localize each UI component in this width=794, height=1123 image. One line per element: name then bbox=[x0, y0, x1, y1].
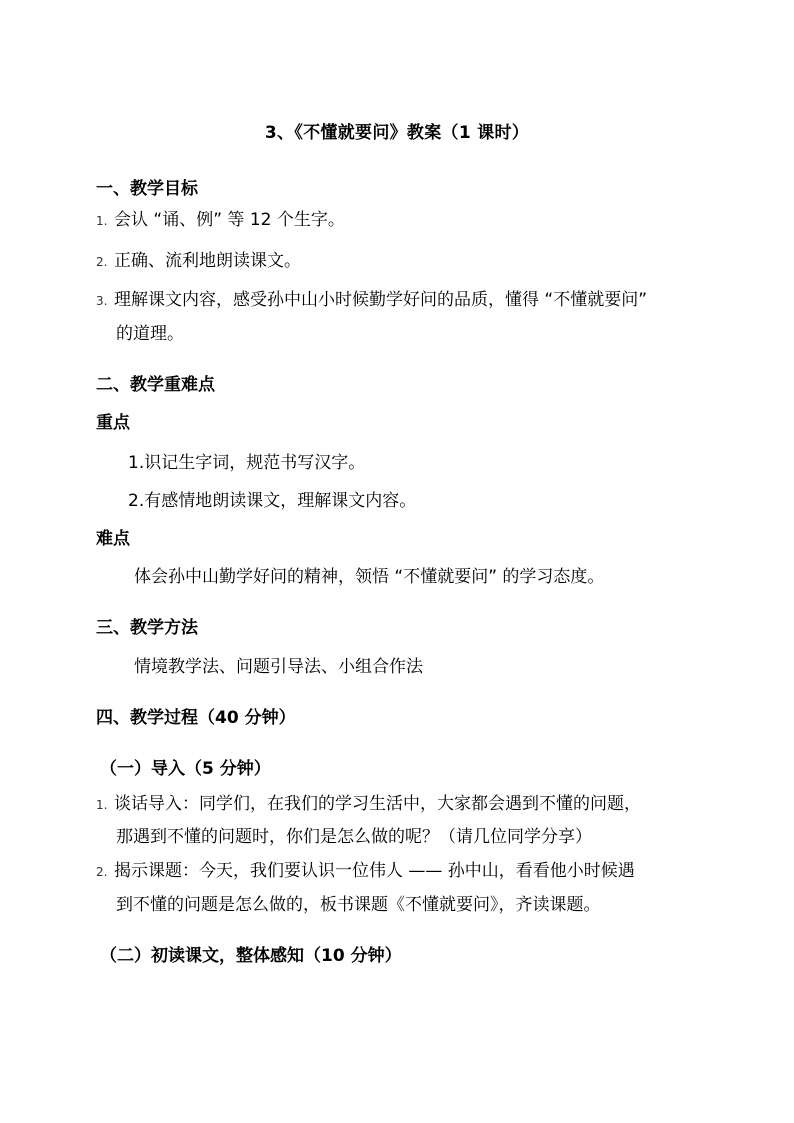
section-heading-methods: 三、教学方法 bbox=[96, 618, 198, 638]
focus-label: 重点 bbox=[96, 413, 130, 433]
list-item-text: 会认 “诵、例” 等 12 个生字。 bbox=[114, 210, 345, 230]
list-item bbox=[96, 205, 345, 236]
list-number: 3. bbox=[96, 294, 108, 308]
list-item bbox=[96, 285, 647, 316]
list-number: 2. bbox=[96, 255, 108, 269]
difficulty-label: 难点 bbox=[96, 529, 130, 549]
list-item bbox=[96, 856, 635, 887]
focus-item: 2.有感情地朗读课文，理解课文内容。 bbox=[128, 491, 417, 511]
list-item-text: 正确、流利地朗读课文。 bbox=[114, 251, 301, 271]
list-item-continuation: 的道理。 bbox=[116, 324, 184, 344]
subsection-heading-intro: （一）导入（5 分钟） bbox=[100, 759, 271, 779]
list-item-continuation: 那遇到不懂的问题时，你们是怎么做的呢？（请几位同学分享） bbox=[116, 827, 592, 847]
section-heading-goals: 一、教学目标 bbox=[96, 179, 198, 199]
list-number: 1. bbox=[96, 214, 108, 228]
list-item bbox=[96, 246, 301, 277]
difficulty-text: 体会孙中山勤学好问的精神，领悟 “不懂就要问” 的学习态度。 bbox=[134, 567, 605, 587]
section-heading-key-points: 二、教学重难点 bbox=[96, 375, 215, 395]
list-item-continuation: 到不懂的问题是怎么做的，板书课题《不懂就要问》，齐读课题。 bbox=[116, 895, 601, 915]
list-item-text: 谈话导入：同学们，在我们的学习生活中，大家都会遇到不懂的问题， bbox=[114, 794, 641, 814]
list-number: 1. bbox=[96, 798, 108, 812]
list-item bbox=[96, 789, 641, 820]
list-number: 2. bbox=[96, 865, 108, 879]
subsection-heading-first-reading: （二）初读课文，整体感知（10 分钟） bbox=[100, 946, 402, 966]
focus-item: 1.识记生字词，规范书写汉字。 bbox=[128, 453, 366, 473]
section-heading-process: 四、教学过程（40 分钟） bbox=[96, 708, 296, 728]
methods-text: 情境教学法、问题引导法、小组合作法 bbox=[134, 657, 423, 677]
list-item-text: 揭示课题：今天，我们要认识一位伟人 —— 孙中山，看看他小时候遇 bbox=[114, 861, 635, 881]
list-item-text: 理解课文内容，感受孙中山小时候勤学好问的品质，懂得 “不懂就要问” bbox=[114, 290, 648, 310]
document-title: 3、《不懂就要问》教案（1 课时） bbox=[264, 123, 530, 143]
